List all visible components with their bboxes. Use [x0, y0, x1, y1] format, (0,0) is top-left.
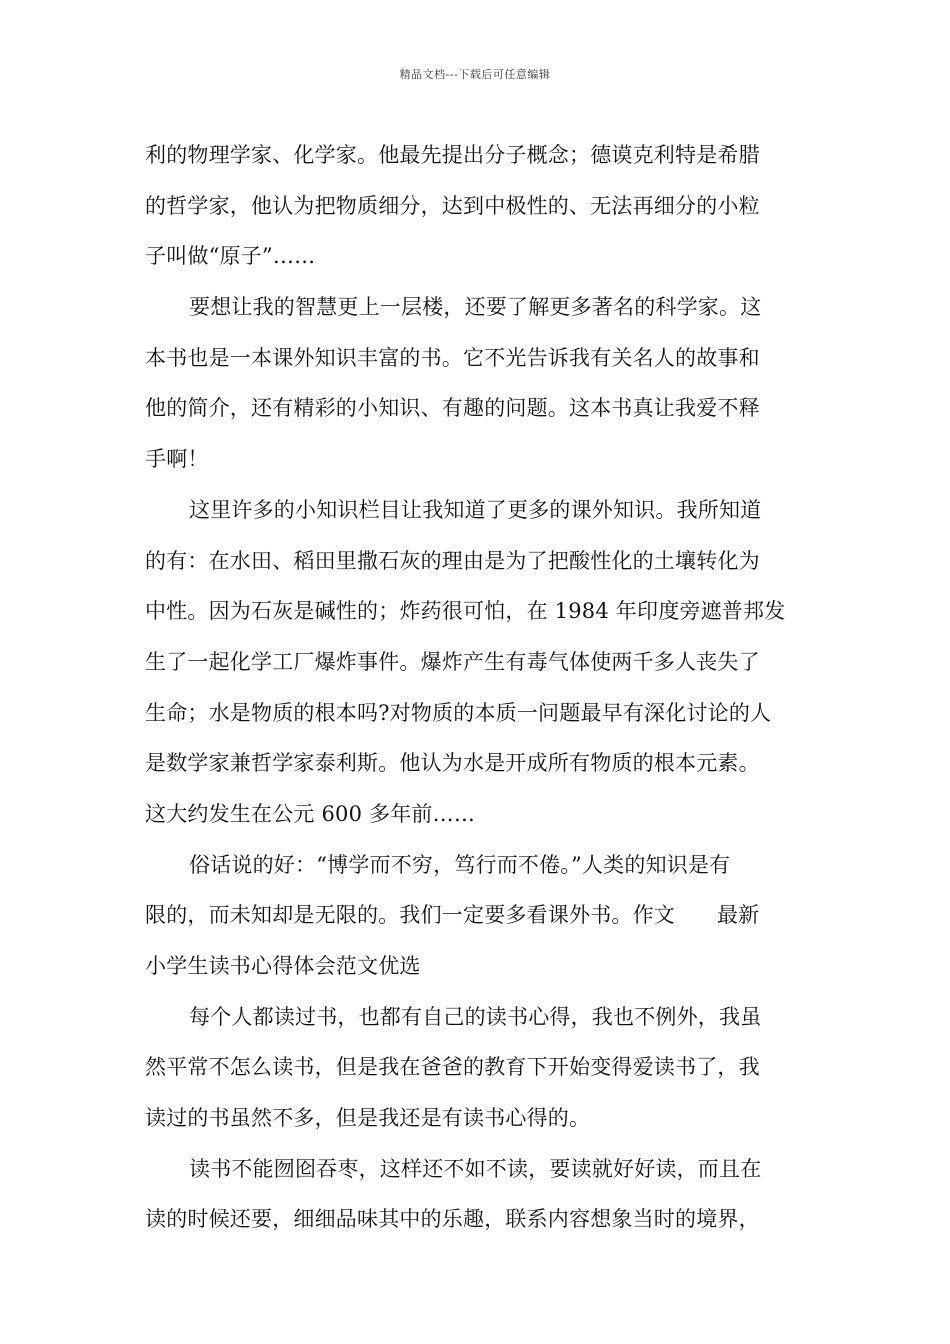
- text-line: 本书也是一本课外知识丰富的书。它不光告诉我有关名人的故事和: [145, 345, 760, 370]
- document-body: [145, 130, 810, 1245]
- text-segment: 限的，而未知却是无限的。我们一定要多看课外书。作文: [145, 903, 675, 928]
- text-line: 是数学家兼哲学家泰利斯。他认为水是开成所有物质的根本元素。: [145, 751, 760, 776]
- text-line: 中性。因为石灰是碱性的；炸药很可怕，在 1984 年印度旁遮普邦发: [145, 599, 786, 624]
- text-line: 利的物理学家、化学家。他最先提出分子概念；德谟克利特是希腊: [145, 143, 760, 167]
- text-line: 读过的书虽然不多，但是我还是有读书心得的。: [145, 1106, 591, 1131]
- text-line: 的哲学家，他认为把物质细分，达到中极性的、无法再细分的小粒: [145, 193, 760, 218]
- paragraph-start-line: 读书不能囫囵吞枣，这样还不如不读，要读就好好读，而且在: [189, 1156, 762, 1181]
- text-line: 他的简介，还有精彩的小知识、有趣的问题。这本书真让我爱不释: [145, 396, 760, 421]
- text-line: 手啊！: [145, 447, 209, 472]
- paragraph-start-line: 这里许多的小知识栏目让我知道了更多的课外知识。我所知道: [189, 497, 762, 522]
- text-segment: 最新: [717, 903, 760, 928]
- text-line: 生了一起化学工厂爆炸事件。爆炸产生有毒气体使两千多人丧失了: [145, 649, 760, 674]
- section-title-line: 小学生读书心得体会范文优选: [145, 954, 421, 978]
- text-line: 的有：在水田、稻田里撒石灰的理由是为了把酸性化的土壤转化为: [145, 548, 760, 573]
- page-header: 精品文档---下载后可任意编辑: [399, 68, 551, 81]
- text-line: 这大约发生在公元 600 多年前……: [145, 801, 476, 826]
- text-line: 子叫做“原子”……: [145, 244, 316, 269]
- paragraph-start-line: 要想让我的智慧更上一层楼，还要了解更多著名的科学家。这: [189, 295, 762, 320]
- text-line: 生命；水是物质的根本吗?对物质的本质一问题最早有深化讨论的人: [145, 700, 772, 725]
- text-line: [145, 890, 810, 941]
- text-line: 读的时候还要，细细品味其中的乐趣，联系内容想象当时的境界，: [145, 1207, 760, 1232]
- paragraph-start-line: 每个人都读过书，也都有自己的读书心得，我也不例外，我虽: [189, 1004, 762, 1029]
- paragraph-start-line: 俗话说的好：“博学而不穷，笃行而不倦。”人类的知识是有: [189, 852, 731, 877]
- text-line: 然平常不怎么读书，但是我在爸爸的教育下开始变得爱读书了，我: [145, 1055, 760, 1080]
